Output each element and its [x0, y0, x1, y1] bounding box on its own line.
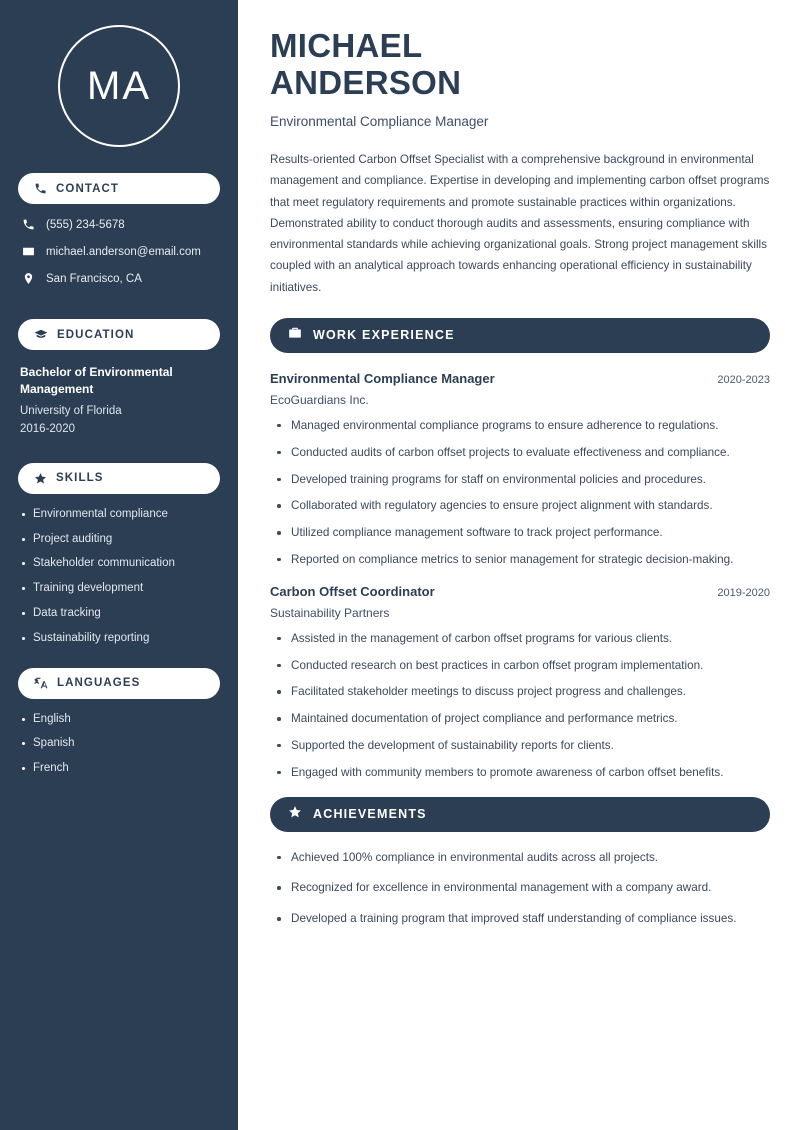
list-item: Conducted research on best practices in carbon offset program implementation.: [274, 658, 770, 674]
list-item: Recognized for excellence in environmental management with a company award.: [274, 880, 770, 896]
sidebar-section-skills-label: SKILLS: [56, 472, 104, 485]
section-work-experience: [270, 318, 770, 353]
job-company: EcoGuardians Inc.: [270, 392, 369, 407]
list-item: Managed environmental compliance programs to ensure adherence to regulations.: [274, 418, 770, 434]
contact-email-value: michael.anderson@email.com: [46, 245, 201, 258]
sidebar-section-education: [18, 319, 220, 350]
star-icon: [288, 805, 302, 824]
list-item: Supported the development of sustainability reports for clients.: [274, 738, 770, 754]
sidebar-section-languages: [18, 668, 220, 699]
list-item: Training development: [20, 582, 218, 596]
phone-icon: [22, 218, 35, 231]
job-header: [270, 584, 770, 599]
languages-section: [18, 668, 220, 776]
list-item: English: [20, 713, 218, 727]
star-icon: [34, 472, 47, 485]
location-pin-icon: [22, 272, 35, 285]
list-item: Achieved 100% compliance in environmental audits across all projects.: [274, 850, 770, 866]
achievements-list: [270, 850, 770, 927]
sidebar-section-contact: [18, 173, 220, 204]
section-achievements-label: ACHIEVEMENTS: [313, 807, 427, 822]
briefcase-icon: [288, 326, 302, 345]
sidebar-section-languages-label: LANGUAGES: [57, 677, 141, 690]
education-years: 2016-2020: [20, 422, 75, 435]
list-item: Conducted audits of carbon offset projects to evaluate effectiveness and compliance.: [274, 445, 770, 461]
list-item: Assisted in the management of carbon offset programs for various clients.: [274, 631, 770, 647]
skills-list: [18, 508, 220, 646]
list-item: French: [20, 762, 218, 776]
avatar: MA: [58, 25, 180, 147]
professional-summary: Results-oriented Carbon Offset Specialist with a comprehensive background in environmental management and compliance. Expertise in developing and implementing carbon offset programs that meet regulatory requirements and promote sustainable practices within organizations. Demonstrated ability to conduct thorough audits and assessments, ensuring compliance with environmental standards while achieving organizational goals. Strong project management skills coupled with an analytical approach towards enhancing operational efficiency in sustainability initiatives.: [270, 152, 770, 294]
contact-location-value: San Francisco, CA: [46, 272, 142, 285]
job-dates: 2019-2020: [717, 586, 770, 599]
contact-location: [18, 272, 220, 299]
job-header: [270, 371, 770, 386]
job-bullets: [270, 631, 770, 781]
contact-list: [18, 218, 220, 299]
education-entry: [18, 364, 220, 441]
headline-job-title: Environmental Compliance Manager: [270, 113, 489, 129]
sidebar-section-skills: [18, 463, 220, 494]
job-role: Carbon Offset Coordinator: [270, 583, 435, 599]
sidebar: [0, 0, 238, 1130]
job-entry: [270, 371, 770, 568]
contact-phone-value: (555) 234-5678: [46, 218, 125, 231]
job-bullets: [270, 418, 770, 568]
page-title: [270, 28, 770, 102]
section-work-experience-label: WORK EXPERIENCE: [313, 328, 455, 343]
achievements-section: [270, 797, 770, 927]
list-item: Environmental compliance: [20, 508, 218, 522]
job-company: Sustainability Partners: [270, 605, 390, 620]
list-item: Developed training programs for staff on environmental policies and procedures.: [274, 472, 770, 488]
contact-phone: [18, 218, 220, 245]
list-item: Data tracking: [20, 607, 218, 621]
sidebar-section-contact-label: CONTACT: [56, 182, 120, 195]
envelope-icon: [22, 245, 35, 258]
languages-list: [18, 713, 220, 776]
job-role: Environmental Compliance Manager: [270, 370, 495, 386]
education-school: University of Florida: [20, 404, 122, 417]
graduation-cap-icon: [34, 328, 48, 342]
list-item: Developed a training program that improved staff understanding of compliance issues.: [274, 911, 770, 927]
contact-email: [18, 245, 220, 272]
main-content: [238, 0, 800, 1130]
education-degree: Bachelor of Environmental Management: [20, 365, 173, 397]
avatar-wrap: [18, 0, 220, 173]
list-item: Sustainability reporting: [20, 632, 218, 646]
list-item: Maintained documentation of project compliance and performance metrics.: [274, 711, 770, 727]
list-item: Spanish: [20, 737, 218, 751]
list-item: Reported on compliance metrics to senior management for strategic decision-making.: [274, 552, 770, 568]
list-item: Collaborated with regulatory agencies to ensure project alignment with standards.: [274, 498, 770, 514]
job-entry: [270, 584, 770, 781]
translate-icon: [34, 676, 48, 690]
phone-icon: [34, 182, 47, 195]
list-item: Engaged with community members to promote awareness of carbon offset benefits.: [274, 765, 770, 781]
list-item: Facilitated stakeholder meetings to discuss project progress and challenges.: [274, 684, 770, 700]
section-achievements: [270, 797, 770, 832]
first-name: MICHAEL: [270, 27, 423, 64]
job-dates: 2020-2023: [717, 373, 770, 386]
skills-section: [18, 463, 220, 646]
sidebar-section-education-label: EDUCATION: [57, 328, 135, 341]
list-item: Stakeholder communication: [20, 557, 218, 571]
last-name: ANDERSON: [270, 63, 462, 101]
list-item: Project auditing: [20, 533, 218, 547]
list-item: Utilized compliance management software to track project performance.: [274, 525, 770, 541]
